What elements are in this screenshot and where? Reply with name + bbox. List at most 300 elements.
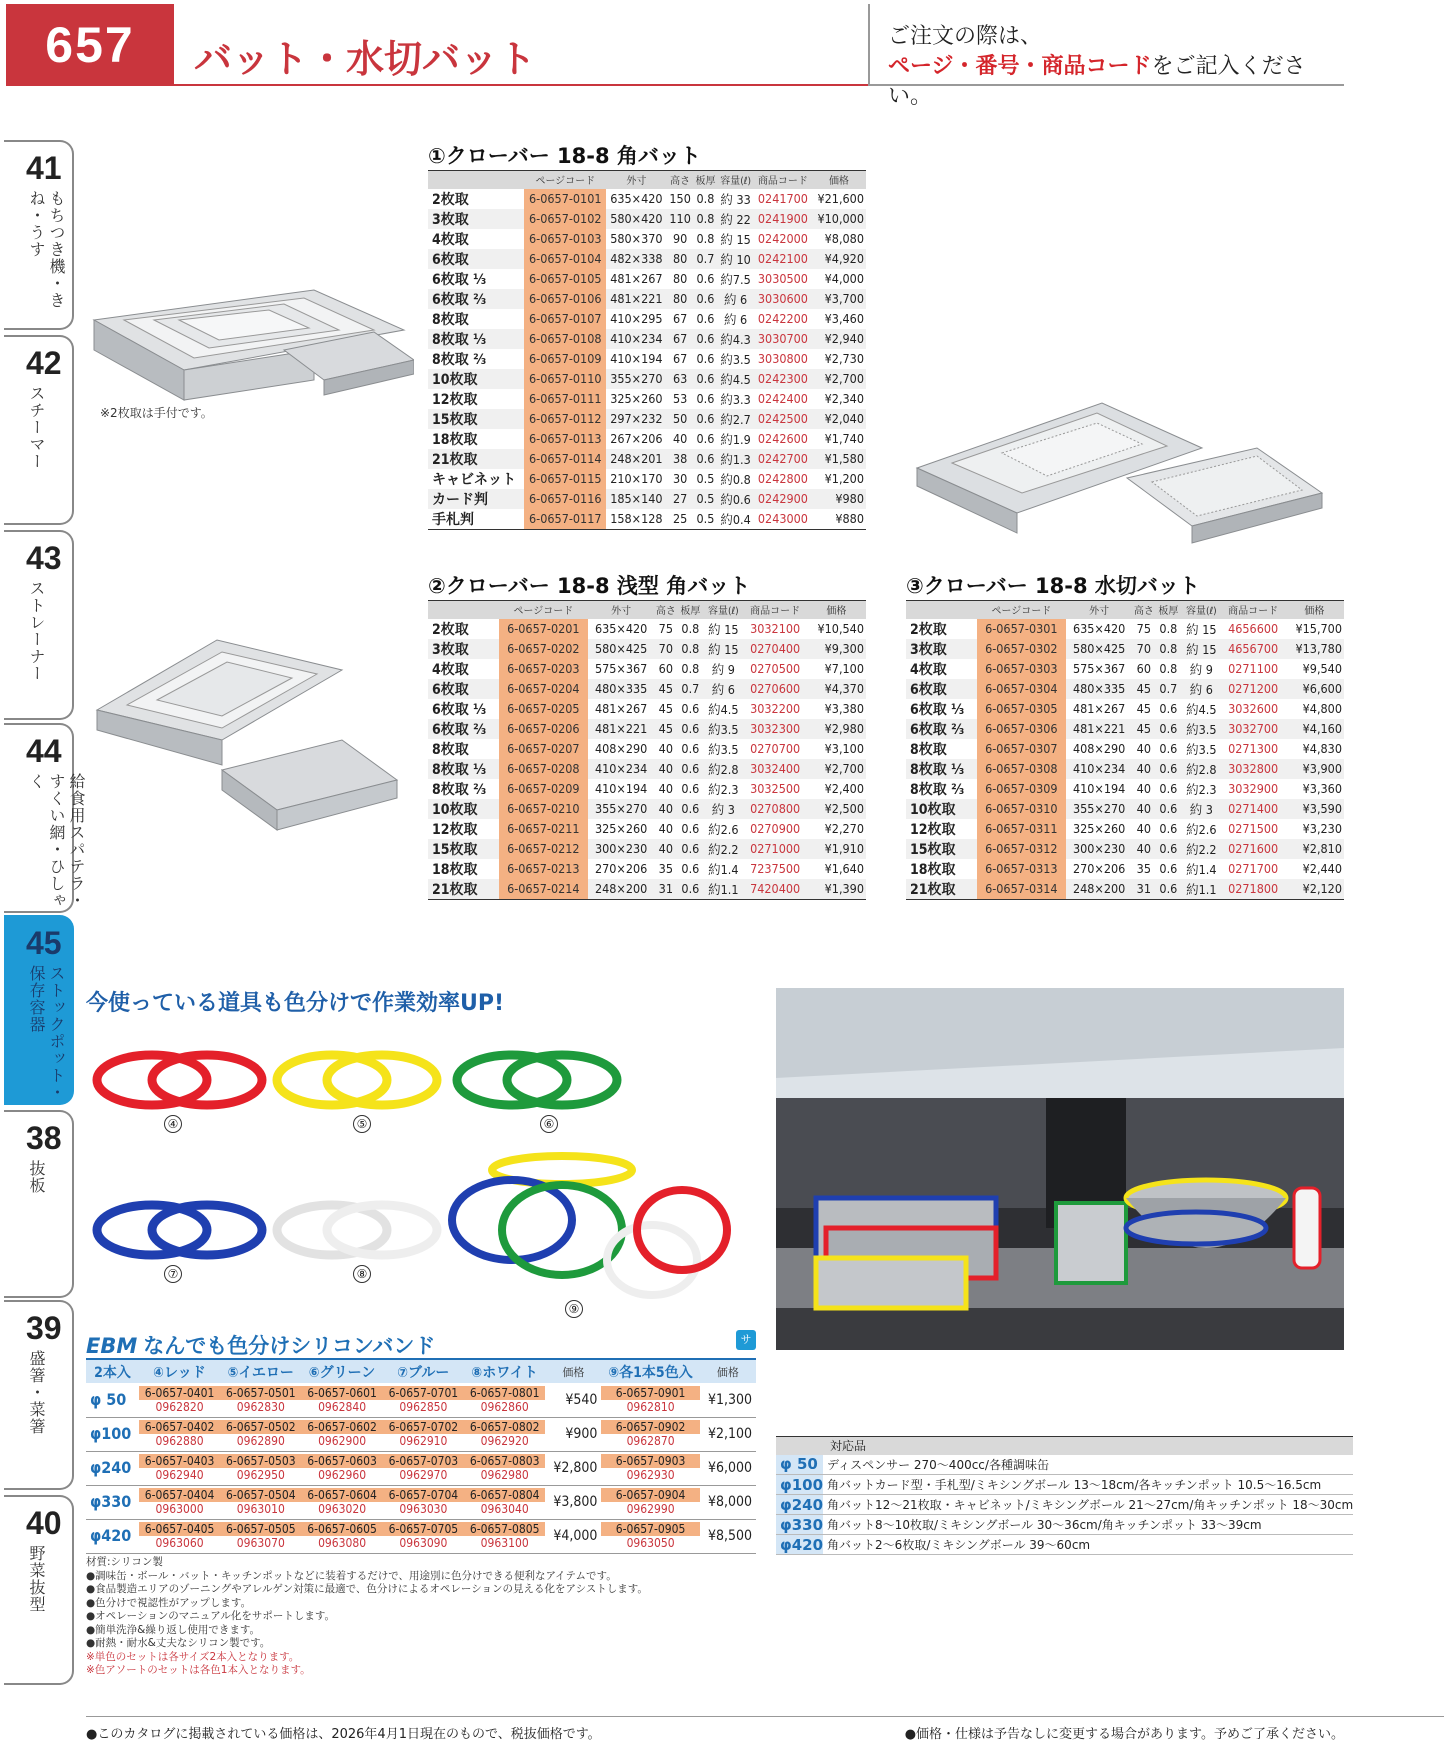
table-cell: 0242100 (754, 249, 812, 269)
table-row (428, 309, 866, 329)
table-cell: 158×128 (606, 509, 666, 530)
table-cell: 6-0657-0303 (977, 659, 1067, 679)
note-line-red: ※色アソートのセットは各色1本入となります。 (86, 1664, 311, 1676)
table-cell: ¥2,400 (824, 781, 864, 796)
column-header: ページコード (524, 171, 606, 189)
table-cell: ¥4,920 (812, 249, 866, 269)
table-cell: ¥2,700 (812, 369, 866, 389)
table-cell: 6-0657-0105 (524, 269, 606, 289)
page-code: 6-0657-0901 (601, 1386, 699, 1400)
column-header: 商品コード (754, 171, 812, 189)
table-cell: 63 (667, 369, 694, 389)
set-price-cell: ¥2,100 (700, 1417, 756, 1451)
header-row (906, 601, 1344, 619)
band-assortment (452, 1156, 727, 1295)
page-code: 6-0657-0704 (383, 1488, 464, 1502)
side-tab-number: 40 (26, 1505, 62, 1541)
table-cell: 481×221 (1066, 719, 1132, 739)
table-cell: 約2.3 (708, 781, 739, 797)
table-cell: 2枚取 (432, 191, 469, 208)
product-code: 0963020 (318, 1502, 367, 1516)
table-cell: 21枚取 (428, 879, 499, 900)
side-tab-label: ストックポット・保存容器 (27, 965, 66, 1101)
table-cell: 0.6 (1159, 701, 1178, 716)
compat-cell: 角バット12〜21枚取・キャビネット/ミキシングボール 21〜27cm/角キッチンポット 18〜30cm (823, 1495, 1353, 1515)
product-code: 0963060 (155, 1536, 204, 1550)
table-row (906, 839, 1344, 859)
table-cell: 約2.2 (703, 839, 743, 859)
table-row (776, 1535, 1353, 1555)
table-cell: 6枚取 (428, 249, 524, 269)
table-row (906, 619, 1344, 639)
table-cell: 0.6 (1156, 719, 1182, 739)
table-row (428, 819, 866, 839)
table-cell: 4656700 (1221, 639, 1284, 659)
table-cell: 0.6 (1159, 741, 1178, 756)
product-code: 0962970 (399, 1468, 448, 1482)
table-cell: 6-0657-0116 (524, 489, 606, 509)
page-code: 6-0657-0804 (464, 1488, 545, 1502)
table-cell: 0.6 (1156, 839, 1182, 859)
table-cell: ¥1,910 (807, 839, 866, 859)
table-cell: ¥3,590 (1285, 799, 1344, 819)
table-cell: 約2.3 (1186, 781, 1217, 797)
compat-table (776, 1436, 1353, 1555)
table-cell: 3枚取 (428, 209, 524, 229)
table-cell: 0.6 (678, 759, 704, 779)
column-header: 高さ (1132, 601, 1155, 619)
silicone-bands-image (92, 1040, 752, 1300)
table-cell: 6-0657-0305 (977, 699, 1067, 719)
table-cell: 3032200 (750, 701, 801, 716)
footer-price-note: ●このカタログに掲載されている価格は、2026年4月1日現在のもので、税抜価格です。 (86, 1727, 601, 1742)
table-cell: 0271100 (1228, 661, 1279, 676)
table-cell: 3032900 (1228, 781, 1279, 796)
side-tab-43[interactable] (4, 530, 74, 720)
table-cell: 0.7 (694, 249, 717, 269)
table-cell: 0.6 (681, 701, 700, 716)
table-cell: 8枚取 (910, 741, 947, 758)
table-cell: 18枚取 (910, 861, 956, 878)
table-cell: 約0.4 (717, 509, 754, 530)
table-cell: 約 3 (1181, 799, 1221, 819)
table-cell: 410×194 (594, 781, 648, 796)
table-cell: 0242500 (754, 409, 812, 429)
note-line: ●食品製造エリアのゾーニングやアレルゲン対策に最適で、色分けによるオペレーションの見える化をアシストします。 (86, 1583, 648, 1595)
table-cell: 297×232 (606, 409, 666, 429)
color-code-cell (220, 1451, 301, 1485)
table-cell: 6-0657-0214 (499, 879, 589, 900)
side-tab-number: 39 (26, 1310, 62, 1346)
table-cell: 6-0657-0110 (524, 369, 606, 389)
table-cell: 約 33 (720, 191, 751, 207)
table-cell: 15枚取 (428, 409, 524, 429)
table-cell: 40 (658, 821, 673, 836)
column-header: 容量(ℓ) (703, 601, 743, 619)
table-cell: ¥9,300 (807, 639, 866, 659)
band-8-number: ⑧ (353, 1265, 371, 1283)
table-cell: 45 (1136, 701, 1151, 716)
table-cell: 手札判 (428, 509, 524, 530)
band-6-number: ⑥ (540, 1115, 558, 1133)
table-cell: 12枚取 (910, 821, 956, 838)
product-code: 0962810 (626, 1399, 675, 1414)
table-cell: 約 15 (1181, 639, 1221, 659)
column-header: ⑦ブルー (383, 1359, 464, 1383)
table-cell: 481×221 (606, 289, 666, 309)
table-cell: 約7.5 (720, 271, 751, 287)
table-cell: 150 (669, 191, 691, 206)
band-4-number: ④ (164, 1115, 182, 1133)
table-cell: 408×290 (1072, 741, 1126, 756)
promo-headline: 今使っている道具も色分けで作業効率UP! (86, 991, 505, 1016)
table-cell: 6枚取 ⅔ (906, 719, 977, 739)
table-cell: 481×267 (594, 701, 648, 716)
color-code-cell (383, 1417, 464, 1451)
product-code: 0963070 (236, 1536, 285, 1550)
table-row (428, 799, 866, 819)
table-cell: 6枚取 (906, 679, 977, 699)
table-cell: 67 (667, 329, 694, 349)
band-7-number: ⑦ (164, 1265, 182, 1283)
table-cell: 6-0657-0108 (524, 329, 606, 349)
table-cell: 約4.5 (1186, 701, 1217, 717)
color-code-cell (383, 1519, 464, 1553)
product-code: 0962890 (236, 1434, 285, 1448)
section2-table (428, 600, 866, 900)
table-cell: 8枚取 ⅓ (428, 329, 524, 349)
table-header (428, 601, 866, 619)
table-cell: 0271400 (1221, 799, 1284, 819)
note-line: 材質:シリコン製 (86, 1556, 163, 1568)
table-cell: 0.5 (694, 509, 717, 530)
table-cell: 6枚取 ⅔ (428, 289, 524, 309)
table-cell: 410×194 (1072, 781, 1126, 796)
table-cell: 6-0657-0112 (524, 409, 606, 429)
table-cell: 10枚取 (428, 799, 499, 819)
side-tab-44[interactable] (4, 723, 86, 913)
table-cell: 4枚取 (432, 231, 469, 248)
table-cell: 70 (654, 639, 677, 659)
order-note (868, 4, 1344, 109)
table-cell: 約2.6 (1186, 821, 1217, 837)
table-row (906, 659, 1344, 679)
table-cell: 0270700 (750, 741, 801, 756)
table-cell: 248×200 (1066, 879, 1132, 900)
table-cell: 0271800 (1221, 879, 1284, 900)
table-cell: 185×140 (606, 489, 666, 509)
table-cell: 40 (654, 839, 677, 859)
table-cell: 15枚取 (906, 839, 977, 859)
table-cell: 0270900 (750, 821, 801, 836)
table-cell: 6-0657-0204 (499, 679, 589, 699)
table-cell: 3032100 (750, 621, 801, 636)
table-cell: 0.6 (681, 781, 700, 796)
table-cell: 約 6 (1181, 679, 1221, 699)
table-cell: 約2.2 (1181, 839, 1221, 859)
page-code: 6-0657-0703 (383, 1454, 464, 1468)
table-cell: 410×234 (1066, 759, 1132, 779)
table-cell: ¥3,230 (1302, 821, 1342, 836)
table-cell: 6-0657-0115 (524, 469, 606, 489)
column-header (428, 601, 499, 619)
table-cell: 355×270 (1066, 799, 1132, 819)
table-row (906, 639, 1344, 659)
header-row (428, 171, 866, 189)
color-code-cell (220, 1417, 301, 1451)
table-row (428, 779, 866, 799)
table-cell: 0.6 (1159, 781, 1178, 796)
column-header: 外寸 (1066, 601, 1132, 619)
table-cell: 12枚取 (432, 821, 478, 838)
table-row (428, 489, 866, 509)
page-code: 6-0657-0503 (220, 1454, 301, 1468)
color-code-cell (301, 1485, 382, 1519)
column-header: ⑨各1本5色入 (601, 1359, 699, 1383)
table-cell: 0.6 (694, 449, 717, 469)
table-row (776, 1515, 1353, 1535)
table-cell: 0241900 (754, 209, 812, 229)
table-cell: 575×367 (594, 661, 648, 676)
table-cell: 0242600 (757, 431, 808, 446)
column-header: ⑤イエロー (220, 1359, 301, 1383)
table-cell: 約2.8 (703, 759, 743, 779)
table-row (906, 719, 1344, 739)
note-line: ●耐熱・耐水&丈夫なシリコン製です。 (86, 1637, 271, 1649)
table-cell: 0270800 (743, 799, 806, 819)
set-code-cell (601, 1417, 699, 1451)
set-price-cell: ¥1,300 (700, 1383, 756, 1417)
table-cell: 8枚取 ⅔ (432, 781, 487, 798)
table-cell: 45 (654, 679, 677, 699)
table-row (428, 699, 866, 719)
color-code-cell (464, 1451, 545, 1485)
color-code-cell (301, 1383, 382, 1417)
table-cell: 75 (658, 621, 673, 636)
table-cell: 3032500 (750, 781, 801, 796)
column-header: 外寸 (588, 601, 654, 619)
table-cell: 0.6 (694, 409, 717, 429)
side-tab-38[interactable] (4, 1110, 74, 1298)
table-cell: 580×420 (606, 209, 666, 229)
column-header: 板厚 (678, 601, 704, 619)
page-code: 6-0657-0404 (139, 1488, 220, 1502)
table-row (906, 739, 1344, 759)
page-code: 6-0657-0805 (464, 1522, 545, 1536)
note-line: ●簡単洗浄&繰り返し使用できます。 (86, 1623, 261, 1636)
table-cell: 45 (1132, 679, 1155, 699)
side-tab-40[interactable] (4, 1495, 74, 1685)
table-cell: 約 6 (703, 679, 743, 699)
table-cell: 45 (658, 701, 673, 716)
table-cell: 2枚取 (910, 621, 947, 638)
table-cell: 4枚取 (432, 661, 469, 678)
color-code-cell (220, 1519, 301, 1553)
table-cell: 0.8 (1159, 621, 1178, 636)
table-cell: 0271700 (1228, 861, 1279, 876)
column-header: 2本入 (86, 1359, 139, 1383)
column-header: 容量(ℓ) (1181, 601, 1221, 619)
table-cell: 410×234 (606, 329, 666, 349)
diameter-cell: φ 50 (86, 1383, 139, 1417)
table-cell: 0.8 (694, 209, 717, 229)
table-cell: 21枚取 (428, 449, 524, 469)
table-cell: 約2.8 (1181, 759, 1221, 779)
table-cell: 3032800 (1221, 759, 1284, 779)
table-cell: 6-0657-0307 (977, 739, 1067, 759)
table-cell: 6-0657-0213 (499, 859, 589, 879)
page-code: 6-0657-0602 (301, 1420, 382, 1434)
side-tab-number: 38 (26, 1120, 62, 1156)
shallow-tray-set-image (92, 630, 404, 840)
table-cell: ¥13,780 (1285, 639, 1344, 659)
section1-caption: ※2枚取は手付です。 (100, 406, 213, 420)
table-cell: 6-0657-0310 (977, 799, 1067, 819)
page-code: 6-0657-0605 (301, 1522, 382, 1536)
table-cell: ¥2,500 (807, 799, 866, 819)
ebm-badge: サ (736, 1330, 756, 1350)
side-tab-42[interactable] (4, 335, 74, 525)
diameter-cell: φ420 (86, 1519, 139, 1553)
table-header (428, 171, 866, 189)
table-cell: 6-0657-0306 (977, 719, 1067, 739)
table-cell: 約1.1 (1181, 879, 1221, 900)
table-cell: 30 (672, 471, 688, 486)
color-code-cell (464, 1417, 545, 1451)
table-cell: 480×335 (588, 679, 654, 699)
diameter-cell: φ100 (86, 1417, 139, 1451)
table-cell: 6-0657-0205 (499, 699, 589, 719)
side-tab-41[interactable] (4, 140, 74, 330)
page-code: 6-0657-0401 (139, 1386, 220, 1400)
color-code-cell (383, 1485, 464, 1519)
compat-cell: ディスペンサー 270〜400cc/各種調味缶 (823, 1455, 1353, 1475)
table-cell: 0242800 (757, 471, 808, 486)
table-cell: ¥4,830 (1302, 741, 1342, 756)
table-cell: 0.6 (678, 799, 704, 819)
product-code: 0963000 (155, 1502, 204, 1516)
table-row (428, 469, 866, 489)
order-note-emphasis: ページ・番号・商品コード (888, 54, 1152, 79)
table-cell: 6-0657-0302 (977, 639, 1067, 659)
product-code: 0963080 (318, 1536, 367, 1550)
table-cell: 60 (1136, 661, 1151, 676)
table-row (428, 759, 866, 779)
set-code-cell (601, 1519, 699, 1553)
table-cell: 0271000 (743, 839, 806, 859)
product-code: 0962980 (480, 1468, 529, 1482)
table-cell: 0.5 (696, 471, 715, 486)
table-cell: 31 (1132, 879, 1155, 900)
table-cell: 0.8 (696, 191, 715, 206)
side-tab-label: 盛箸・菜箸 (27, 1350, 46, 1435)
diameter-cell: φ240 (86, 1451, 139, 1485)
side-tab-number: 44 (26, 733, 62, 769)
product-code: 0963050 (626, 1536, 675, 1550)
side-tab-label: 給食用スパテラ・すくい網・ひしゃく (27, 773, 86, 909)
page-title: バット・水切バット (194, 37, 537, 81)
table-cell: 27 (667, 489, 694, 509)
band-5-number: ⑤ (353, 1115, 371, 1133)
table-cell: 480×335 (1066, 679, 1132, 699)
table-cell: 約 22 (717, 209, 754, 229)
column-header: 板厚 (694, 171, 717, 189)
table-cell: 約0.8 (720, 471, 751, 487)
column-header: ページコード (499, 601, 589, 619)
table-cell: 267×206 (610, 431, 663, 446)
product-code: 0962960 (318, 1468, 367, 1482)
product-code: 0962990 (626, 1502, 675, 1516)
table-cell: 0242400 (757, 391, 808, 406)
table-cell: ¥2,040 (812, 409, 866, 429)
table-cell: 325×260 (610, 391, 663, 406)
diameter-cell: φ330 (86, 1485, 139, 1519)
ebm-product-name: なんでも色分けシリコンバンド (143, 1334, 436, 1358)
table-cell: 6枚取 (428, 679, 499, 699)
table-cell: 0.6 (681, 861, 700, 876)
table-cell: 10枚取 (906, 799, 977, 819)
column-header: ページコード (977, 601, 1067, 619)
table-cell: 6枚取 ⅔ (428, 719, 499, 739)
table-cell: 6-0657-0313 (977, 859, 1067, 879)
table-cell: 482×338 (606, 249, 666, 269)
page-code: 6-0657-0402 (139, 1420, 220, 1434)
color-code-cell (139, 1383, 220, 1417)
table-row (428, 189, 866, 209)
table-cell: ¥1,740 (824, 431, 864, 446)
table-cell: 38 (667, 449, 694, 469)
table-cell: 6-0657-0210 (499, 799, 589, 819)
side-tab-45[interactable] (4, 915, 74, 1105)
table-cell: 50 (667, 409, 694, 429)
table-cell: 約2.6 (708, 821, 739, 837)
table-cell: 8枚取 ⅓ (906, 759, 977, 779)
note-line-red: ※単色のセットは各サイズ2本入となります。 (86, 1650, 300, 1663)
table-cell: 575×367 (1072, 661, 1126, 676)
band-red (97, 1055, 262, 1105)
table-cell: ¥8,080 (824, 231, 864, 246)
table-cell: 6-0657-0102 (524, 209, 606, 229)
column-header: 板厚 (1156, 601, 1182, 619)
table-cell: ¥6,600 (1285, 679, 1344, 699)
table-cell: 6-0657-0309 (977, 779, 1067, 799)
column-header: 外寸 (606, 171, 666, 189)
page-code: 6-0657-0501 (220, 1386, 301, 1400)
table-cell: ¥1,580 (812, 449, 866, 469)
column-header: ⑧ホワイト (464, 1359, 545, 1383)
table-row (428, 859, 866, 879)
side-tab-number: 43 (26, 540, 62, 576)
table-cell: 0243000 (754, 509, 812, 530)
table-cell: 408×290 (594, 741, 648, 756)
ebm-body (86, 1383, 756, 1553)
column-header: 価格 (1285, 601, 1344, 619)
table-cell: ¥3,900 (1285, 759, 1344, 779)
table-cell: 8枚取 (432, 311, 469, 328)
table-cell: ¥980 (812, 489, 866, 509)
section1-table (428, 170, 866, 530)
table-cell: 355×270 (606, 369, 666, 389)
table-cell: 0.8 (696, 231, 715, 246)
price-cell: ¥4,000 (545, 1519, 601, 1553)
side-tab-39[interactable] (4, 1300, 74, 1490)
table-cell: ¥2,730 (824, 351, 864, 366)
table-cell: 0.6 (681, 741, 700, 756)
table-cell: 45 (1132, 719, 1155, 739)
compat-cell: 角バットカード型・手札型/ミキシングボール 13〜18cm/各キッチンポット 10.5〜16.5cm (823, 1475, 1353, 1495)
page-code: 6-0657-0705 (383, 1522, 464, 1536)
table-cell: 6-0657-0212 (499, 839, 589, 859)
